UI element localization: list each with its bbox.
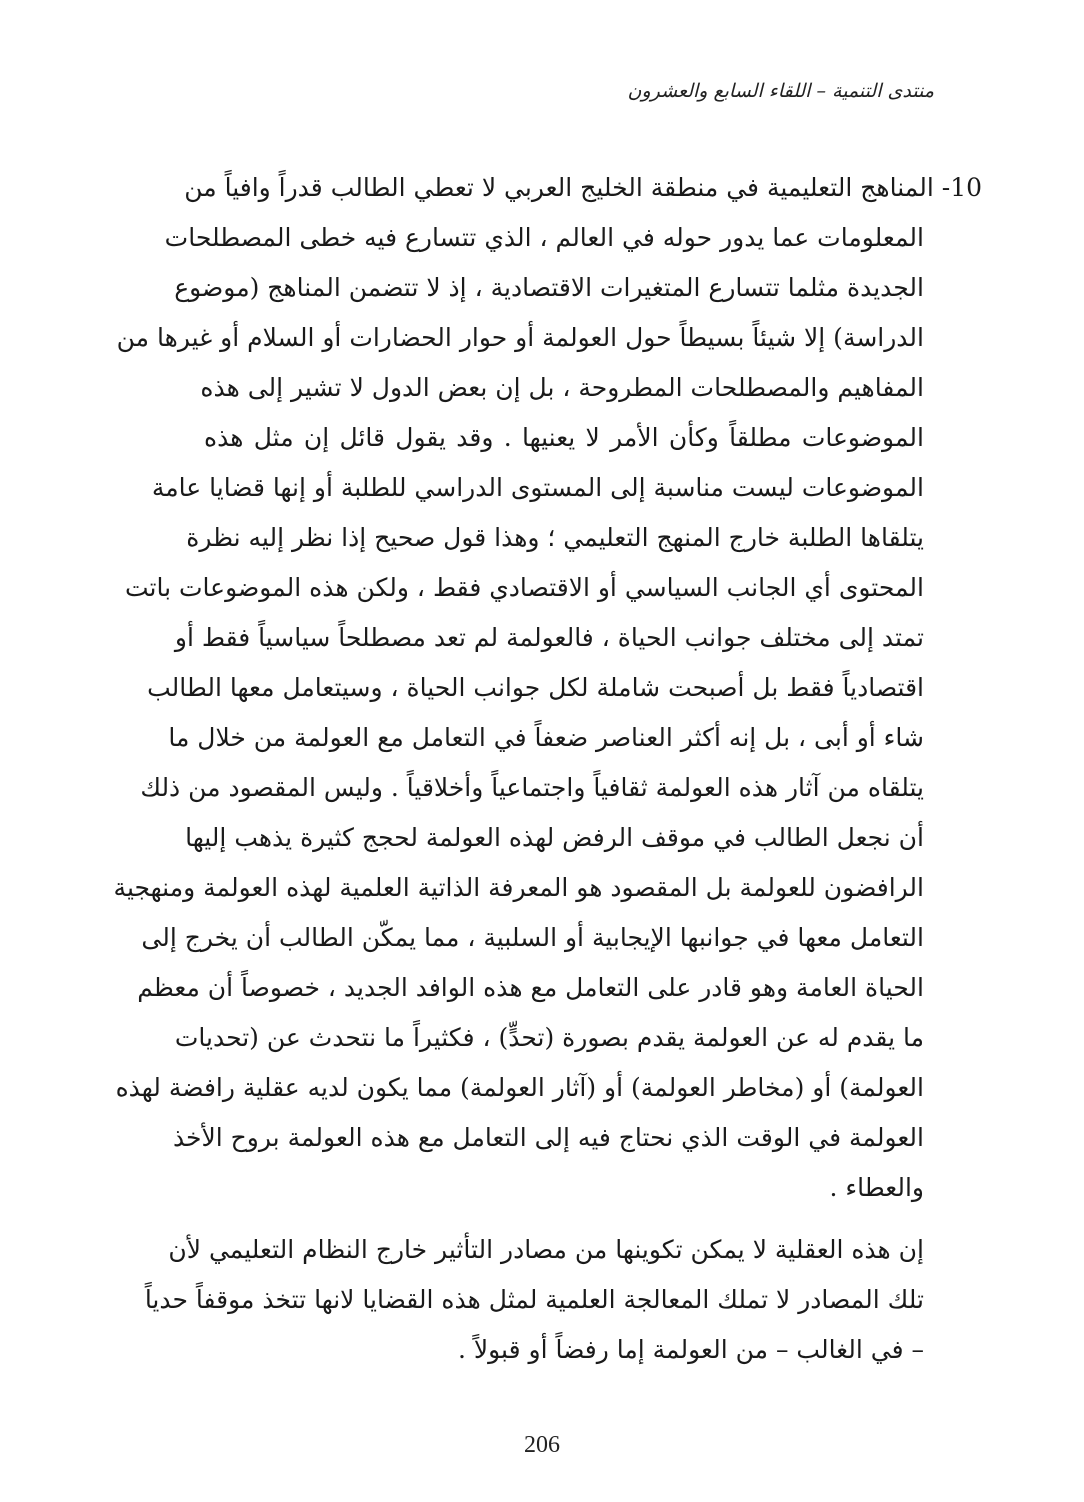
text-line: يتلقاه من آثار هذه العولمة ثقافياً واجتماعياً وأخلاقياً . وليس المقصود من ذلك <box>140 773 924 802</box>
text-line: التعامل معها في جوانبها الإيجابية أو السلبية ، مما يمكّن الطالب أن يخرج إلى <box>141 923 924 952</box>
text-line: أن نجعل الطالب في موقف الرفض لهذه العولمة لحجج كثيرة يذهب إليها <box>185 823 924 852</box>
text-line: 10- المناهج التعليمية في منطقة الخليج العربي لا تعطي الطالب قدراً وافياً من <box>184 173 982 202</box>
page-number: 206 <box>524 1432 560 1458</box>
text-line: إن هذه العقلية لا يمكن تكوينها من مصادر التأثير خارج النظام التعليمي لأن <box>168 1235 924 1264</box>
text-line: والعطاء . <box>829 1173 924 1202</box>
body-text <box>113 163 982 1375</box>
text-line: تمتد إلى مختلف جوانب الحياة ، فالعولمة لم تعد مصطلحاً سياسياً فقط أو <box>174 623 924 652</box>
text-line: العولمة) أو (مخاطر العولمة) أو (آثار العولمة) مما يكون لديه عقلية رافضة لهذه <box>115 1073 924 1102</box>
text-line: المعلومات عما يدور حوله في العالم ، الذي تتسارع فيه خطى المصطلحات <box>164 223 924 252</box>
text-line: الحياة العامة وهو قادر على التعامل مع هذه الوافد الجديد ، خصوصاً أن معظم <box>137 973 924 1002</box>
running-header: منتدى التنمية – اللقاء السابع والعشرون <box>627 80 934 102</box>
paragraph-2 <box>144 1225 924 1375</box>
text-line: المحتوى أي الجانب السياسي أو الاقتصادي فقط ، ولكن هذه الموضوعات باتت <box>124 573 924 602</box>
paragraph-1 <box>113 163 982 1213</box>
text-line: العولمة في الوقت الذي نحتاج فيه إلى التعامل مع هذه العولمة بروح الأخذ <box>172 1123 924 1152</box>
text-line: يتلقاها الطلبة خارج المنهج التعليمي ؛ وهذا قول صحيح إذا نظر إليه نظرة <box>186 523 924 552</box>
text-line: ما يقدم له عن العولمة يقدم بصورة (تحدٍّ) ، فكثيراً ما نتحدث عن (تحديات <box>174 1023 924 1052</box>
text-line: الجديدة مثلما تتسارع المتغيرات الاقتصادية ، إذ لا تتضمن المناهج (موضوع <box>174 273 924 302</box>
text-line: الموضوعات ليست مناسبة إلى المستوى الدراسي للطلبة أو إنها قضايا عامة <box>151 473 924 502</box>
text-line: شاء أو أبى ، بل إنه أكثر العناصر ضعفاً في التعامل مع العولمة من خلال ما <box>168 723 924 752</box>
text-line: اقتصادياً فقط بل أصبحت شاملة لكل جوانب الحياة ، وسيتعامل معها الطالب <box>147 673 924 702</box>
text-line: تلك المصادر لا تملك المعالجة العلمية لمثل هذه القضايا لانها تتخذ موقفاً حدياً <box>144 1285 924 1314</box>
text-line: – في الغالب – من العولمة إما رفضاً أو قبولاً . <box>457 1335 924 1364</box>
text-line: الرافضون للعولمة بل المقصود هو المعرفة الذاتية العلمية لهذه العولمة ومنهجية <box>113 873 924 902</box>
text-line: الدراسة) إلا شيئاً بسيطاً حول العولمة أو حوار الحضارات أو السلام أو غيرها من <box>116 323 924 352</box>
text-line: الموضوعات مطلقاً وكأن الأمر لا يعنيها . وقد يقول قائل إن مثل هذه <box>204 423 924 452</box>
text-line: المفاهيم والمصطلحات المطروحة ، بل إن بعض الدول لا تشير إلى هذه <box>200 373 924 402</box>
